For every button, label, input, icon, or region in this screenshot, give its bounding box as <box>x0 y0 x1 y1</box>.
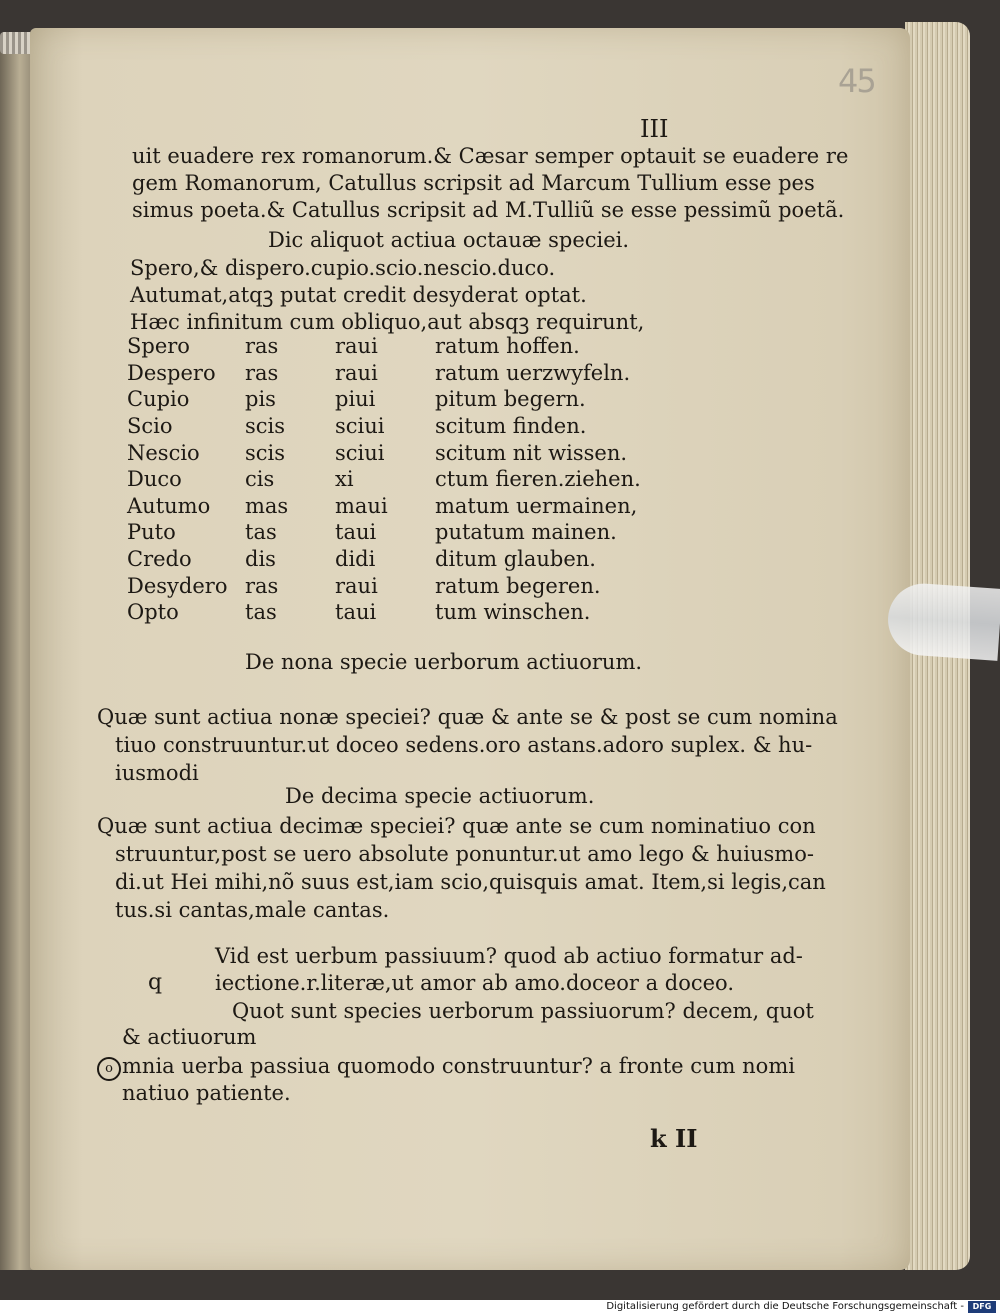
table-row <box>127 386 641 413</box>
text-line: Quæ sunt actiua decimæ speciei? quæ ante se cum nominatiuo con <box>97 814 816 838</box>
conjugation-table <box>127 333 641 626</box>
perfect-cell: taui <box>335 600 377 625</box>
table-row <box>127 572 641 599</box>
text-line: Vid est uerbum passiuum? quod ab actiuo formatur ad- <box>215 944 803 968</box>
supine-gloss-cell: ctum fieren.ziehen. <box>435 467 641 492</box>
footer-bar <box>0 1300 1000 1314</box>
text-line: natiuo patiente. <box>122 1081 291 1105</box>
perfect-cell: raui <box>335 334 378 359</box>
bookmark-tab <box>886 581 1000 661</box>
printer-signature-mark: k II <box>650 1124 698 1153</box>
table-row <box>127 466 641 493</box>
verb-cell: Scio <box>127 414 173 439</box>
heading-tenth-species: De decima specie actiuorum. <box>285 784 595 808</box>
second-person-cell: ras <box>245 360 279 385</box>
dfg-logo-icon: DFG <box>968 1301 996 1313</box>
verb-cell: Nescio <box>127 440 200 465</box>
verb-cell: Cupio <box>127 387 190 412</box>
heading-eighth-species: Dic aliquot actiua octauæ speciei. <box>268 228 630 252</box>
funding-credit: Digitalisierung gefördert durch die Deutsche Forschungsgemeinschaft - <box>606 1301 964 1312</box>
text-line: simus poeta.& Catullus scripsit ad M.Tulliũ se esse pessimũ poetã. <box>132 198 845 222</box>
perfect-cell: xi <box>335 467 354 492</box>
supine-gloss-cell: matum uermainen, <box>435 493 638 518</box>
second-person-cell: dis <box>245 547 276 572</box>
text-line: gem Romanorum, Catullus scripsit ad Marcum Tullium esse pes <box>132 171 815 195</box>
perfect-cell: sciui <box>335 440 385 465</box>
table-row <box>127 333 641 360</box>
text-line: mnia uerba passiua quomodo construuntur? a fronte cum nomi <box>122 1054 795 1078</box>
guide-letter-o: o <box>97 1057 121 1081</box>
text-line: tus.si cantas,male cantas. <box>115 898 390 922</box>
text-line: Quæ sunt actiua nonæ speciei? quæ & ante se & post se cum nomina <box>97 705 838 729</box>
second-person-cell: tas <box>245 520 277 545</box>
verb-cell: Despero <box>127 360 216 385</box>
table-row <box>127 439 641 466</box>
second-person-cell: ras <box>245 573 279 598</box>
text-line: tiuo construuntur.ut doceo sedens.oro astans.adoro suplex. & hu- <box>115 733 813 757</box>
verb-cell: Opto <box>127 600 179 625</box>
table-row <box>127 413 641 440</box>
supine-gloss-cell: putatum mainen. <box>435 520 617 545</box>
second-person-cell: tas <box>245 600 277 625</box>
supine-gloss-cell: ratum uerzwyfeln. <box>435 360 631 385</box>
mnemonic-verse <box>130 255 644 336</box>
question-tenth-species <box>97 812 826 924</box>
perfect-cell: raui <box>335 360 378 385</box>
table-row <box>127 360 641 387</box>
second-person-cell: ras <box>245 334 279 359</box>
heading-ninth-species: De nona specie uerborum actiuorum. <box>245 650 643 674</box>
supine-gloss-cell: tum winschen. <box>435 600 591 625</box>
text-line: struuntur,post se uero absolute ponuntur.ut amo lego & huiusmo- <box>115 842 814 866</box>
perfect-cell: didi <box>335 547 376 572</box>
verb-cell: Spero <box>127 334 190 359</box>
verb-cell: Credo <box>127 547 192 572</box>
supine-gloss-cell: pitum begern. <box>435 387 586 412</box>
table-row <box>127 493 641 520</box>
text-line: iectione.r.literæ,ut amor ab amo.doceor a doceo. <box>215 971 734 995</box>
table-row <box>127 519 641 546</box>
text-line: uit euadere rex romanorum.& Cæsar semper optauit se euadere re <box>132 144 849 168</box>
verse-line: Autumat,atqꝫ putat credit desyderat optat. <box>130 283 587 307</box>
question-ninth-species <box>97 703 838 787</box>
perfect-cell: sciui <box>335 414 385 439</box>
perfect-cell: piui <box>335 387 376 412</box>
perfect-cell: raui <box>335 573 378 598</box>
pencil-folio-number: 45 <box>838 62 875 100</box>
second-person-cell: scis <box>245 440 286 465</box>
text-line: & actiuorum <box>122 1025 257 1049</box>
text-line: Quot sunt species uerborum passiuorum? decem, quot <box>232 999 814 1023</box>
perfect-cell: taui <box>335 520 377 545</box>
table-row <box>127 599 641 626</box>
second-person-cell: cis <box>245 467 275 492</box>
verse-line: Hæc infinitum cum obliquo,aut absqꝫ requirunt, <box>130 310 645 334</box>
paragraph-intro <box>132 143 848 224</box>
guide-letter-q: q <box>148 970 163 995</box>
verse-line: Spero,& dispero.cupio.scio.nescio.duco. <box>130 256 556 280</box>
verb-cell: Desydero <box>127 573 228 598</box>
verb-cell: Autumo <box>127 493 211 518</box>
supine-gloss-cell: ratum begeren. <box>435 573 601 598</box>
second-person-cell: scis <box>245 414 286 439</box>
page-number: III <box>640 115 669 143</box>
second-person-cell: pis <box>245 387 276 412</box>
supine-gloss-cell: scitum nit wissen. <box>435 440 628 465</box>
second-person-cell: mas <box>245 493 289 518</box>
supine-gloss-cell: scitum finden. <box>435 414 587 439</box>
text-line: iusmodi <box>115 761 199 785</box>
perfect-cell: maui <box>335 493 388 518</box>
text-line: di.ut Hei mihi,nõ suus est,iam scio,quisquis amat. Item,si legis,can <box>115 870 826 894</box>
verb-cell: Puto <box>127 520 176 545</box>
verb-cell: Duco <box>127 467 182 492</box>
table-row <box>127 546 641 573</box>
supine-gloss-cell: ditum glauben. <box>435 547 596 572</box>
supine-gloss-cell: ratum hoffen. <box>435 334 580 359</box>
